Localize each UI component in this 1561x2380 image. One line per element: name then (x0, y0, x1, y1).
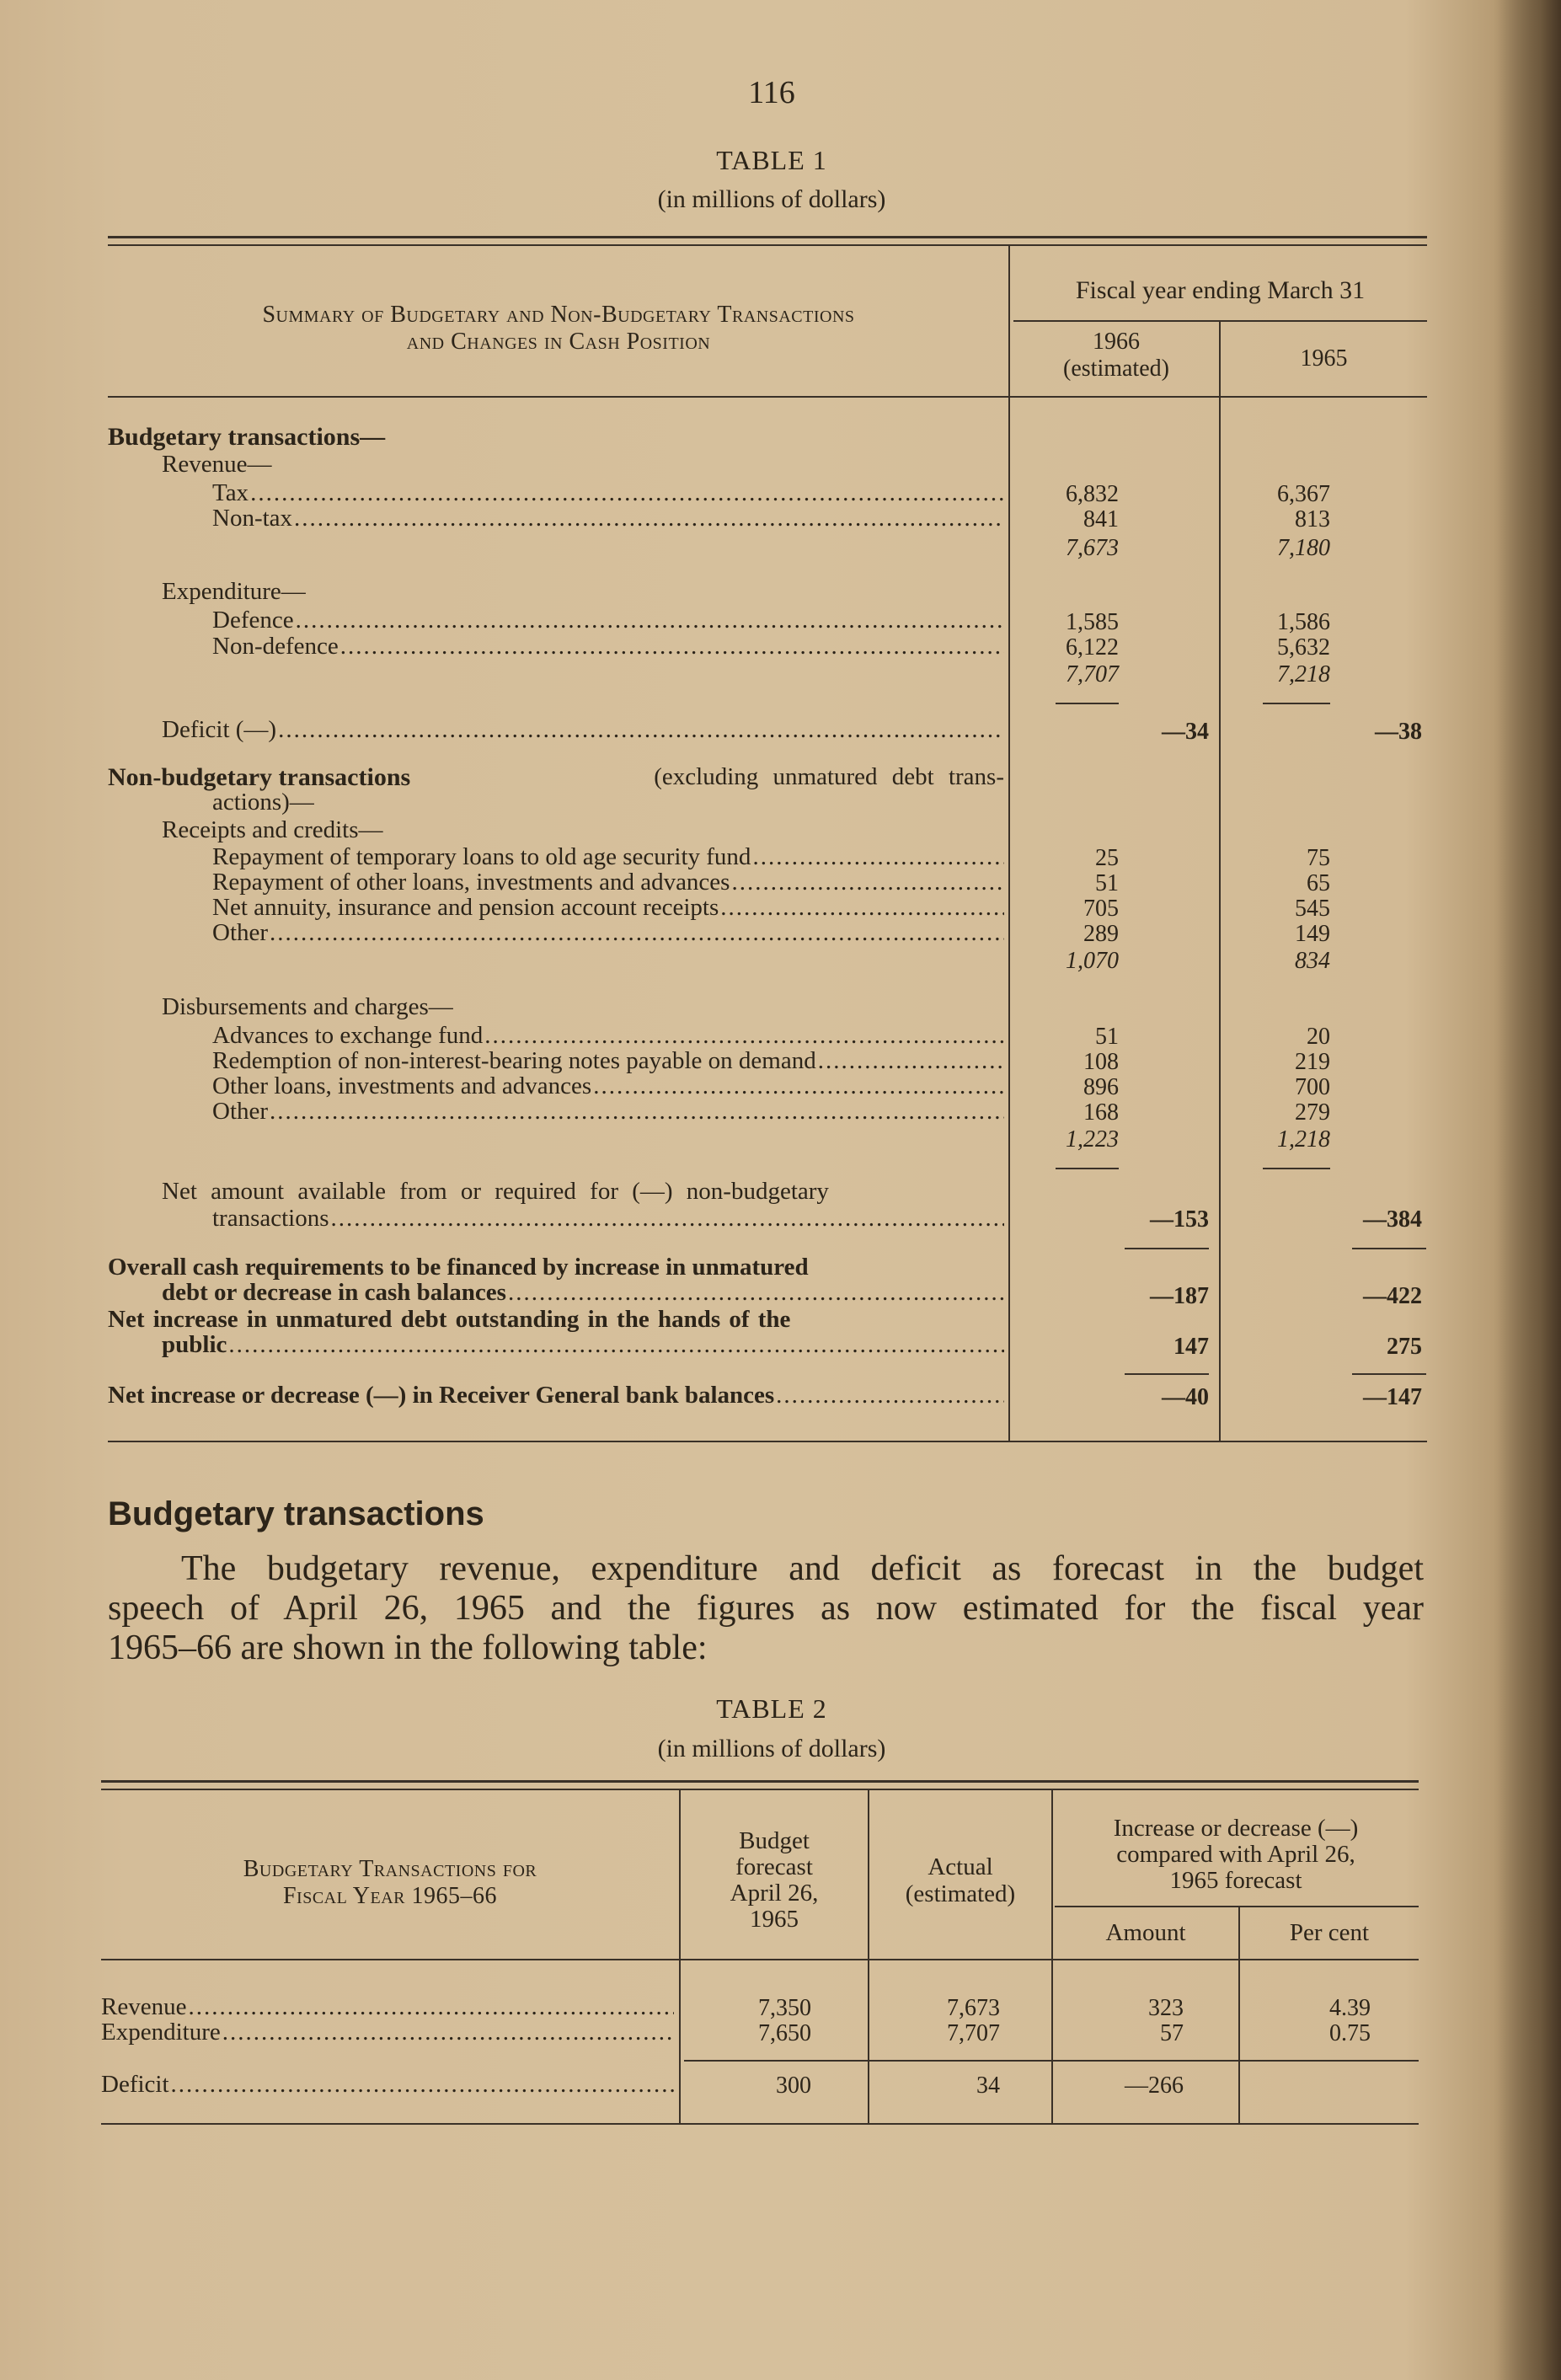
table2-incdec-header (1053, 1816, 1419, 1894)
table1-fiscal-year-header: Fiscal year ending March 31 (1075, 276, 1366, 304)
row-net-receiver (108, 1382, 1004, 1409)
receipt-row (212, 894, 1004, 922)
expenditure-amount: 57 (1160, 2020, 1184, 2046)
table2-actual-header (869, 1853, 1051, 1907)
deficit-1965: —38 (1375, 719, 1422, 745)
expenditure-total-1966: 7,707 (1066, 661, 1119, 687)
expenditure-percent: 0.75 (1329, 2020, 1371, 2046)
receipt-1966: 289 (1083, 921, 1119, 947)
subtotal-rule (1352, 1248, 1426, 1249)
row-label: Non-defence (212, 633, 339, 660)
table1-title: TABLE 1 (716, 145, 827, 175)
row-tax (212, 479, 1004, 507)
disbursement-row (212, 1047, 1004, 1075)
row-label: Net increase or decrease (—) in Receiver General bank balances (108, 1382, 775, 1409)
disbursement-1966: 51 (1095, 1024, 1119, 1050)
row-label: Expenditure (101, 2019, 221, 2046)
expenditure-heading: Expenditure— (162, 578, 306, 605)
row-label: debt or decrease in cash balances (162, 1279, 506, 1306)
section-paragraph-line3: 1965–66 are shown in the following table: (108, 1629, 708, 1667)
receipt-1965: 545 (1295, 896, 1330, 922)
net-increase-debt-1966: 147 (1173, 1334, 1209, 1360)
disbursement-row (212, 1098, 1004, 1126)
disbursement-1965: 279 (1295, 1099, 1330, 1126)
row-label: Repayment of other loans, investments and advances (212, 869, 730, 896)
row-label: Revenue (101, 1993, 187, 2020)
revenue-total-1965: 7,180 (1277, 535, 1330, 561)
receipt-1965: 149 (1295, 921, 1330, 947)
table2-row-expenditure (101, 2019, 674, 2046)
subtotal-rule (1263, 1168, 1330, 1169)
net-amount-1965: —384 (1363, 1206, 1422, 1233)
deficit-budget: 300 (776, 2072, 811, 2099)
row-label: Non-tax (212, 505, 293, 532)
table2-percent-header: Per cent (1289, 1919, 1370, 1946)
table1-top-rule-2 (108, 244, 1427, 246)
receipts-heading: Receipts and credits— (162, 816, 383, 843)
revenue-actual: 7,673 (947, 1995, 1000, 2021)
net-increase-debt-1965: 275 (1387, 1334, 1422, 1360)
row-defence (212, 607, 1004, 634)
row-label: Redemption of non-interest-bearing notes payable on demand (212, 1047, 816, 1074)
row-label: Advances to exchange fund (212, 1022, 484, 1049)
row-label: Other (212, 919, 269, 946)
table1-col1966-header: 1966 (1093, 329, 1140, 355)
disbursement-row (212, 1072, 1004, 1100)
subtotal-rule (1056, 703, 1119, 704)
table1-summary-header-line2: and Changes in Cash Position (406, 329, 711, 355)
receipt-1965: 65 (1307, 870, 1330, 896)
page-number: 116 (748, 75, 795, 110)
disbursement-1965: 219 (1295, 1049, 1330, 1075)
defence-1965: 1,586 (1277, 609, 1330, 635)
table2-units: (in millions of dollars) (657, 1735, 886, 1762)
incdec-header-line: compared with April 26, (1116, 1841, 1355, 1868)
incdec-header-line: Increase or decrease (—) (1113, 1815, 1359, 1842)
table1-units: (in millions of dollars) (657, 185, 886, 213)
row-nontax (212, 505, 1004, 532)
receipt-1965: 75 (1307, 845, 1330, 871)
table2-row-deficit (101, 2071, 674, 2099)
row-label: Deficit (101, 2071, 169, 2098)
net-receiver-1966: —40 (1162, 1384, 1209, 1410)
row-label: Defence (212, 607, 294, 634)
nonbudgetary-heading-bold: Non-budgetary transactions (108, 763, 411, 791)
disbursement-row (212, 1022, 1004, 1050)
deficit-actual: 34 (976, 2072, 1000, 2099)
nonbudgetary-heading (108, 763, 1004, 792)
table2-title: TABLE 2 (716, 1693, 827, 1724)
receipt-row (212, 843, 1004, 871)
row-label: Repayment of temporary loans to old age security fund (212, 843, 751, 870)
budgetary-heading: Budgetary transactions— (108, 423, 386, 451)
subtotal-rule (1352, 1373, 1426, 1375)
disbursement-1965: 20 (1307, 1024, 1330, 1050)
row-label: Other (212, 1098, 269, 1125)
net-receiver-1965: —147 (1363, 1384, 1422, 1410)
receipt-1966: 705 (1083, 896, 1119, 922)
table2-incdec-rule (1055, 1906, 1419, 1907)
row-net-amount (212, 1205, 1004, 1233)
row-label: Net annuity, insurance and pension account receipts (212, 894, 719, 921)
deficit-amount: —266 (1125, 2072, 1184, 2099)
row-overall-cash (162, 1279, 1004, 1307)
table1-summary-header-line1: Summary of Budgetary and Non-Budgetary Transactions (262, 302, 855, 328)
actual-header-line: Actual (928, 1853, 993, 1880)
table1-bottom-rule (108, 1441, 1427, 1442)
nondefence-1966: 6,122 (1066, 634, 1119, 661)
page-edge-shadow (1494, 0, 1561, 2380)
row-deficit (162, 716, 1004, 744)
row-net-increase-debt (162, 1331, 1004, 1359)
table2-budget-header (681, 1828, 868, 1933)
receipt-1966: 25 (1095, 845, 1119, 871)
nontax-1966: 841 (1083, 506, 1119, 532)
budget-header-line: Budget (739, 1827, 810, 1854)
deficit-1966: —34 (1162, 719, 1209, 745)
net-amount-line1: Net amount available from or required for (—) non-budgetary (162, 1178, 829, 1205)
receipts-total-1965: 834 (1295, 948, 1330, 974)
row-label: transactions (212, 1205, 329, 1232)
tax-1966: 6,832 (1066, 481, 1119, 507)
table2-deficit-rule (684, 2060, 1419, 2062)
expenditure-actual: 7,707 (947, 2020, 1000, 2046)
nonbudgetary-heading-rest: (excluding unmatured debt trans- (654, 763, 1004, 790)
row-nondefence (212, 633, 1004, 661)
table2-top-rule (101, 1780, 1419, 1783)
revenue-budget: 7,350 (758, 1995, 811, 2021)
nontax-1965: 813 (1295, 506, 1330, 532)
disbursement-1966: 896 (1083, 1074, 1119, 1100)
section-paragraph-line2: speech of April 26, 1965 and the figures as now estimated for the fiscal year (108, 1589, 1424, 1628)
expenditure-budget: 7,650 (758, 2020, 811, 2046)
receipts-total-1966: 1,070 (1066, 948, 1119, 974)
table1-fiscal-rule (1013, 320, 1427, 322)
overall-cash-line1: Overall cash requirements to be financed by increase in unmatured (108, 1254, 809, 1281)
overall-cash-1965: —422 (1363, 1283, 1422, 1309)
table1-col1966-sub: (estimated) (1063, 356, 1169, 382)
row-label: Deficit (—) (162, 716, 277, 743)
row-label: Tax (212, 479, 249, 506)
receipt-1966: 51 (1095, 870, 1119, 896)
subtotal-rule (1056, 1168, 1119, 1169)
receipt-row (212, 869, 1004, 896)
actual-header-line: (estimated) (905, 1880, 1016, 1907)
table2-bottom-rule (101, 2123, 1419, 2125)
net-increase-debt-line1: Net increase in unmatured debt outstanding in the hands of the (108, 1306, 791, 1333)
expenditure-total-1965: 7,218 (1277, 661, 1330, 687)
subtotal-rule (1125, 1373, 1209, 1375)
tax-1965: 6,367 (1277, 481, 1330, 507)
net-amount-1966: —153 (1150, 1206, 1209, 1233)
budget-header-line: 1965 (750, 1906, 799, 1933)
section-heading: Budgetary transactions (108, 1495, 484, 1532)
table2-amount-header: Amount (1105, 1919, 1186, 1946)
section-paragraph-line1: The budgetary revenue, expenditure and deficit as forecast in the budget (181, 1549, 1424, 1588)
table2-header-rule (101, 1959, 1419, 1960)
revenue-amount: 323 (1148, 1995, 1184, 2021)
disbursements-heading: Disbursements and charges— (162, 993, 453, 1020)
revenue-heading: Revenue— (162, 451, 272, 478)
disbursements-total-1965: 1,218 (1277, 1126, 1330, 1153)
nondefence-1965: 5,632 (1277, 634, 1330, 661)
table2-label-header-line2: Fiscal Year 1965–66 (282, 1883, 498, 1909)
table1-header-rule (108, 396, 1427, 398)
budget-header-line: April 26, (730, 1880, 819, 1907)
disbursement-1965: 700 (1295, 1074, 1330, 1100)
table2-row-revenue (101, 1993, 674, 2021)
incdec-header-line: 1965 forecast (1169, 1867, 1302, 1894)
disbursement-1966: 168 (1083, 1099, 1119, 1126)
table2-label-header-line1: Budgetary Transactions for (243, 1856, 537, 1882)
revenue-total-1966: 7,673 (1066, 535, 1119, 561)
budget-header-line: forecast (735, 1853, 813, 1880)
subtotal-rule (1125, 1248, 1209, 1249)
table1-col-divider-1 (1008, 244, 1010, 1441)
table2-top-rule-2 (101, 1789, 1419, 1790)
table1-top-rule (108, 236, 1427, 238)
nonbudgetary-heading-line2: actions)— (212, 789, 314, 816)
disbursement-1966: 108 (1083, 1049, 1119, 1075)
disbursements-total-1966: 1,223 (1066, 1126, 1119, 1153)
defence-1966: 1,585 (1066, 609, 1119, 635)
subtotal-rule (1263, 703, 1330, 704)
overall-cash-1966: —187 (1150, 1283, 1209, 1309)
receipt-row (212, 919, 1004, 947)
row-label: Other loans, investments and advances (212, 1072, 592, 1099)
table1-col1965-header: 1965 (1300, 345, 1348, 372)
revenue-percent: 4.39 (1329, 1995, 1371, 2021)
row-label: public (162, 1331, 227, 1358)
